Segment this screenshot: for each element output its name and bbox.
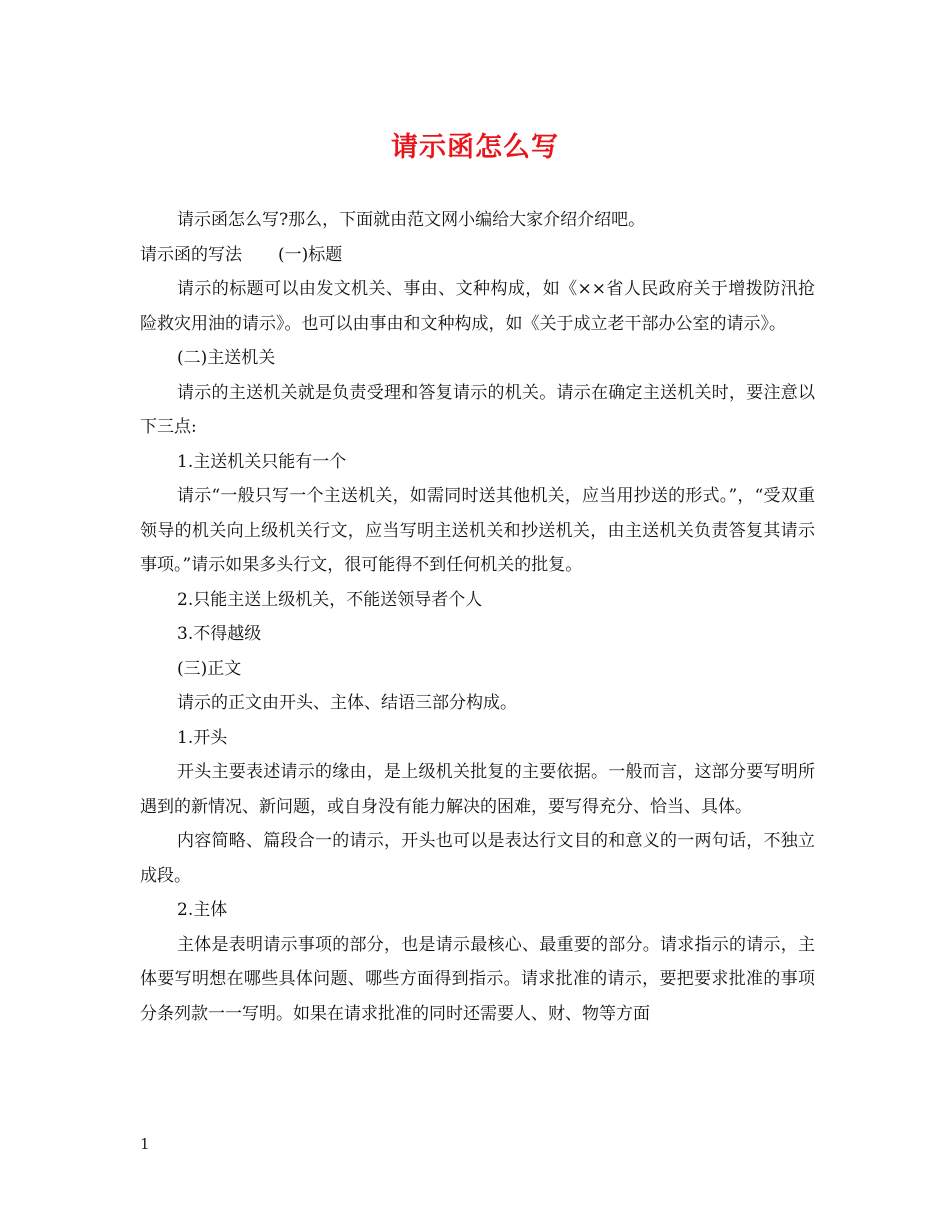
list-heading: 2.只能主送上级机关，不能送领导者个人 — [177, 589, 483, 610]
body-paragraph: 请示的主送机关就是负责受理和答复请示的机关。请示在确定主送机关时，要注意以下三点: — [140, 382, 815, 437]
body-paragraph: 请示“一般只写一个主送机关，如需同时送其他机关，应当用抄送的形式。”，“受双重领导的机关向上级机关行文，应当写明主送机关和抄送机关，由主送机关负责答复其请示事项。”请示如果多头行文，很可能得不到任何机关的批复。 — [140, 486, 815, 575]
body-paragraph: 内容简略、篇段合一的请示，开头也可以是表达行文目的和意义的一两句话，不独立成段。 — [140, 831, 815, 886]
list-heading: 3.不得越级 — [177, 624, 262, 644]
list-heading: 1.开头 — [177, 727, 228, 748]
body-paragraph: 请示的标题可以由发文机关、事由、文种构成，如《××省人民政府关于增拨防汛抢险救灾用油的请示》。也可以由事由和文种构成，如《关于成立老干部办公室的请示》。 — [140, 279, 815, 334]
list-heading: 1.主送机关只能有一个 — [177, 451, 347, 472]
section-heading-left: 请示函的写法 — [140, 244, 242, 265]
document-title: 请示函怎么写 — [391, 132, 559, 163]
subsection-heading-title: (一)标题 — [278, 244, 343, 265]
body-paragraph: 主体是表明请示事项的部分，也是请示最核心、最重要的部分。请求指示的请示，主体要写明想在哪些具体问题、哪些方面得到指示。请求批准的请示，要把要求批准的事项分条列款一一写明。如果在请求批准的同时还需要人、财、物等方面 — [140, 934, 815, 1024]
page-number: 1 — [140, 1135, 150, 1153]
section-heading — [140, 238, 815, 273]
document-body — [140, 203, 815, 1031]
intro-paragraph: 请示函怎么写?那么，下面就由范文网小编给大家介绍介绍吧。 — [177, 210, 646, 230]
body-paragraph: 开头主要表述请示的缘由，是上级机关批复的主要依据。一般而言，这部分要写明所遇到的新情况、新问题，或自身没有能力解决的困难，要写得充分、恰当、具体。 — [140, 762, 815, 817]
list-heading: 2.主体 — [177, 900, 228, 920]
subsection-heading: (三)正文 — [177, 658, 242, 679]
subsection-heading: (二)主送机关 — [177, 348, 276, 368]
body-paragraph: 请示的正文由开头、主体、结语三部分构成。 — [177, 693, 517, 713]
